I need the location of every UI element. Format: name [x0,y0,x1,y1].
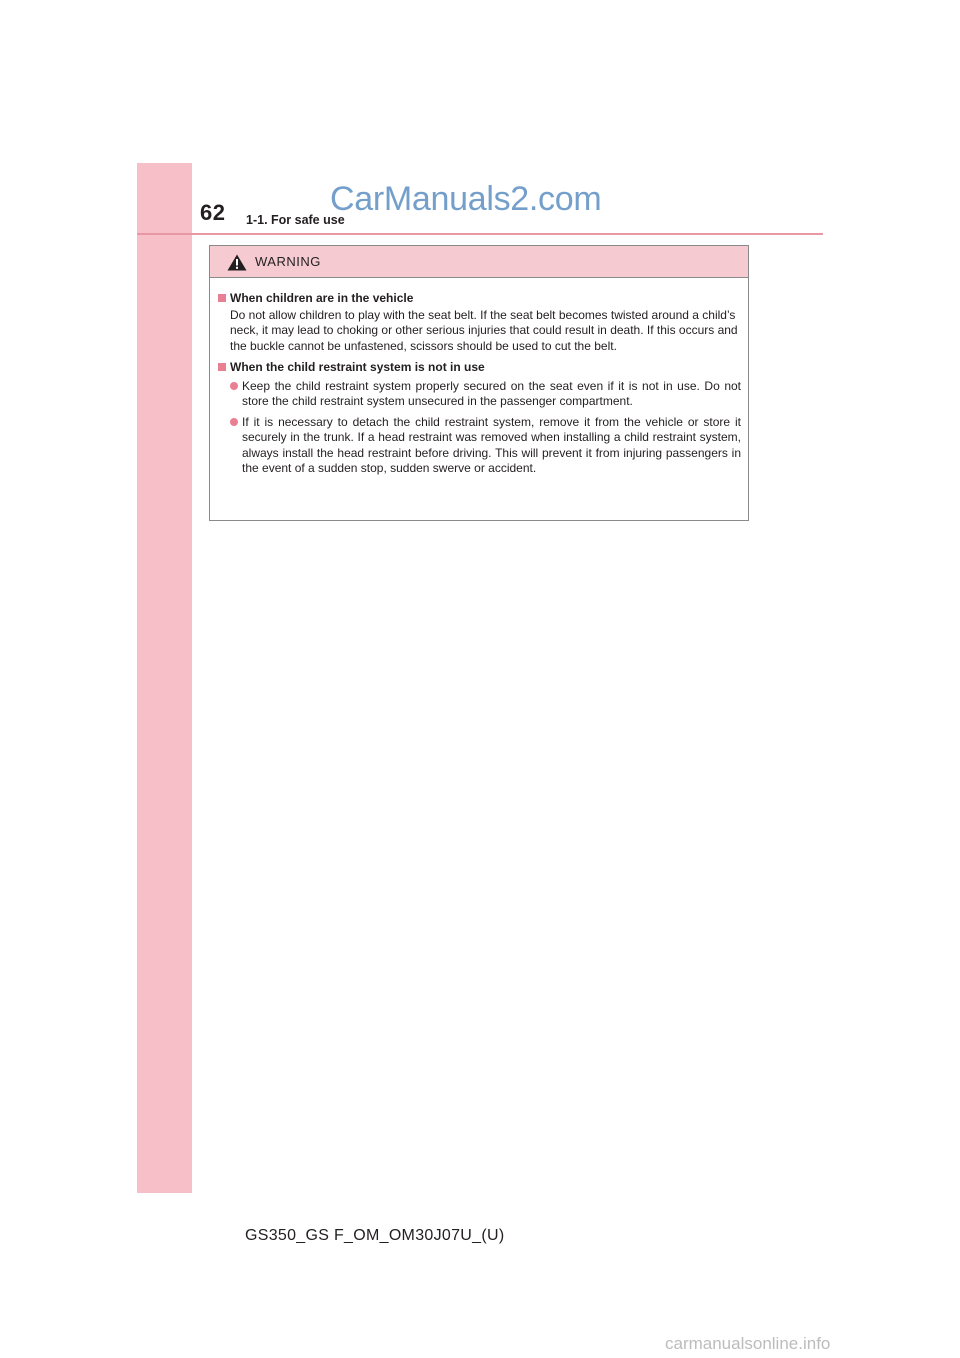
watermark-top: CarManuals2.com [330,180,602,218]
circle-bullet-icon [230,418,238,426]
warning-item [218,291,741,354]
document-code: GS350_GS F_OM_OM30J07U_(U) [245,1227,505,1244]
square-bullet-icon [218,294,226,302]
warning-triangle-icon [227,254,247,271]
section-title: 1-1. For safe use [246,213,345,227]
warning-title: WARNING [255,254,321,269]
header-rule [137,233,823,235]
watermark-bottom: carmanualsonline.info [665,1334,831,1353]
warning-header [210,246,748,278]
warning-item-text: Do not allow children to play with the seat belt. If the seat belt becomes twisted around a child’s neck, it may lead to choking or other serious injuries that could result in death. If this occurs and the buckle cannot be unfastened, scissors should be used to cut the belt. [230,307,738,353]
warning-body [210,278,748,477]
circle-bullet-icon [230,382,238,390]
warning-item-heading: When the child restraint system is not in use [230,360,485,374]
warning-item [218,360,741,477]
page-number: 62 [200,200,226,225]
warning-box [209,245,749,521]
warning-bullet-text: Keep the child restraint system properly secured on the seat even if it is not in use. Do not store the child restraint system unsecured in the passenger compartment. [242,378,741,408]
warning-bullet-text: If it is necessary to detach the child restraint system, remove it from the vehicle or store it securely in the trunk. If a head restraint was removed when installing a child restraint system, always install the head restraint before driving. This will prevent it from injuring passengers in the event of a sudden stop, sudden swerve or accident. [242,414,741,475]
warning-bullet [230,415,741,477]
square-bullet-icon [218,363,226,371]
warning-item-heading: When children are in the vehicle [230,291,414,305]
warning-bullet [230,379,741,410]
side-tab-strip [137,163,192,1193]
